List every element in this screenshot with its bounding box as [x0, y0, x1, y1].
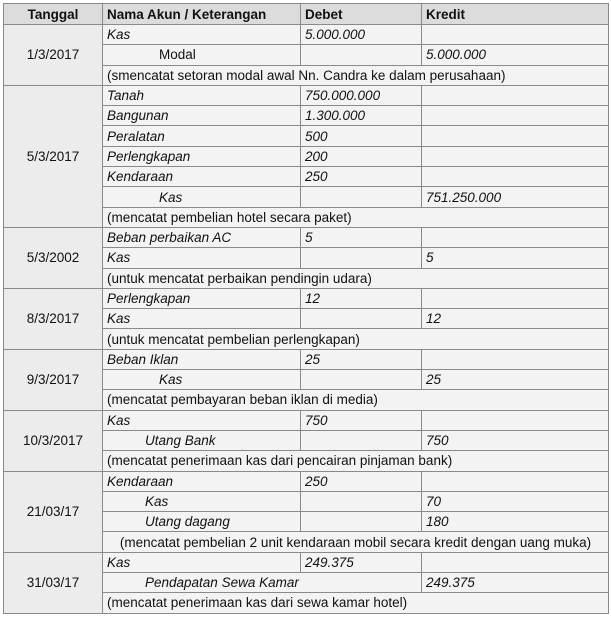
- credit-amount: [422, 167, 609, 187]
- account-name: Bangunan: [103, 106, 301, 126]
- entry-description: (untuk mencatat pembelian perlengkapan): [103, 329, 609, 349]
- header-date: Tanggal: [4, 4, 103, 25]
- entry-description: (mencatat pembelian hotel secara paket): [103, 207, 609, 227]
- credit-amount: [422, 25, 609, 45]
- journal-line-row: [4, 288, 609, 308]
- credit-amount: [422, 349, 609, 369]
- credit-amount: 25: [422, 370, 609, 390]
- account-name: Kendaraan: [103, 167, 301, 187]
- credit-amount: [422, 126, 609, 146]
- entry-description: (mencatat penerimaan kas dari sewa kamar hotel): [103, 593, 609, 613]
- journal-body: [4, 25, 609, 614]
- account-name: Modal: [103, 45, 301, 65]
- debit-amount: 249.375: [301, 552, 422, 572]
- entry-date: 8/3/2017: [4, 288, 103, 349]
- entry-description: (mencatat penerimaan kas dari pencairan pinjaman bank): [103, 451, 609, 471]
- journal-line-row: [4, 471, 609, 491]
- account-name: Peralatan: [103, 126, 301, 146]
- credit-amount: [422, 146, 609, 166]
- debit-amount: [301, 512, 422, 532]
- entry-description: (smencatat setoran modal awal Nn. Candra ke dalam perusahaan): [103, 65, 609, 85]
- account-name: Kas: [103, 552, 301, 572]
- debit-amount: 25: [301, 349, 422, 369]
- debit-amount: 750.000.000: [301, 85, 422, 105]
- journal-line-row: [4, 227, 609, 247]
- debit-amount: 250: [301, 471, 422, 491]
- account-name: Kas: [103, 187, 301, 207]
- journal-line-row: [4, 349, 609, 369]
- debit-amount: [301, 430, 422, 450]
- credit-amount: [422, 85, 609, 105]
- account-name: Beban perbaikan AC: [103, 227, 301, 247]
- entry-date: 9/3/2017: [4, 349, 103, 410]
- debit-amount: 250: [301, 167, 422, 187]
- credit-amount: [422, 410, 609, 430]
- debit-amount: [301, 248, 422, 268]
- debit-amount: 200: [301, 146, 422, 166]
- account-name: Kas: [103, 491, 301, 511]
- header-credit: Kredit: [422, 4, 609, 25]
- account-name: Kas: [103, 370, 301, 390]
- entry-description: (untuk mencatat perbaikan pendingin udara): [103, 268, 609, 288]
- debit-amount: 12: [301, 288, 422, 308]
- credit-amount: [422, 471, 609, 491]
- journal-line-row: [4, 85, 609, 105]
- credit-amount: [422, 552, 609, 572]
- journal-line-row: [4, 410, 609, 430]
- debit-amount: 1.300.000: [301, 106, 422, 126]
- credit-amount: 751.250.000: [422, 187, 609, 207]
- entry-description: (mencatat pembelian 2 unit kendaraan mobil secara kredit dengan uang muka): [103, 532, 609, 552]
- entry-date: 5/3/2017: [4, 85, 103, 227]
- entry-date: 5/3/2002: [4, 227, 103, 288]
- journal-line-row: [4, 25, 609, 45]
- entry-date: 31/03/17: [4, 552, 103, 613]
- debit-amount: 5: [301, 227, 422, 247]
- account-name: Perlengkapan: [103, 146, 301, 166]
- account-name: Beban Iklan: [103, 349, 301, 369]
- entry-date: 21/03/17: [4, 471, 103, 552]
- header-row: [4, 4, 609, 25]
- account-name: Kas: [103, 410, 301, 430]
- general-journal-table: [3, 3, 609, 614]
- debit-amount: [301, 45, 422, 65]
- account-name: Utang dagang: [103, 512, 301, 532]
- account-name: Tanah: [103, 85, 301, 105]
- credit-amount: 70: [422, 491, 609, 511]
- debit-amount: [301, 491, 422, 511]
- credit-amount: 750: [422, 430, 609, 450]
- credit-amount: [422, 106, 609, 126]
- debit-amount: [301, 370, 422, 390]
- entry-description: (mencatat pembayaran beban iklan di media): [103, 390, 609, 410]
- credit-amount: 180: [422, 512, 609, 532]
- debit-amount: [301, 309, 422, 329]
- credit-amount: 12: [422, 309, 609, 329]
- credit-amount: 5.000.000: [422, 45, 609, 65]
- entry-date: 1/3/2017: [4, 25, 103, 86]
- journal-line-row: [4, 552, 609, 572]
- entry-date: 10/3/2017: [4, 410, 103, 471]
- debit-amount: 750: [301, 410, 422, 430]
- account-name: Kas: [103, 25, 301, 45]
- account-name: Pendapatan Sewa Kamar: [103, 573, 422, 593]
- credit-amount: 249.375: [422, 573, 609, 593]
- account-name: Kas: [103, 248, 301, 268]
- credit-amount: [422, 288, 609, 308]
- debit-amount: 5.000.000: [301, 25, 422, 45]
- header-debit: Debet: [301, 4, 422, 25]
- account-name: Perlengkapan: [103, 288, 301, 308]
- debit-amount: 500: [301, 126, 422, 146]
- account-name: Utang Bank: [103, 430, 301, 450]
- credit-amount: [422, 227, 609, 247]
- credit-amount: 5: [422, 248, 609, 268]
- account-name: Kas: [103, 309, 301, 329]
- debit-amount: [301, 187, 422, 207]
- header-account: Nama Akun / Keterangan: [103, 4, 301, 25]
- account-name: Kendaraan: [103, 471, 301, 491]
